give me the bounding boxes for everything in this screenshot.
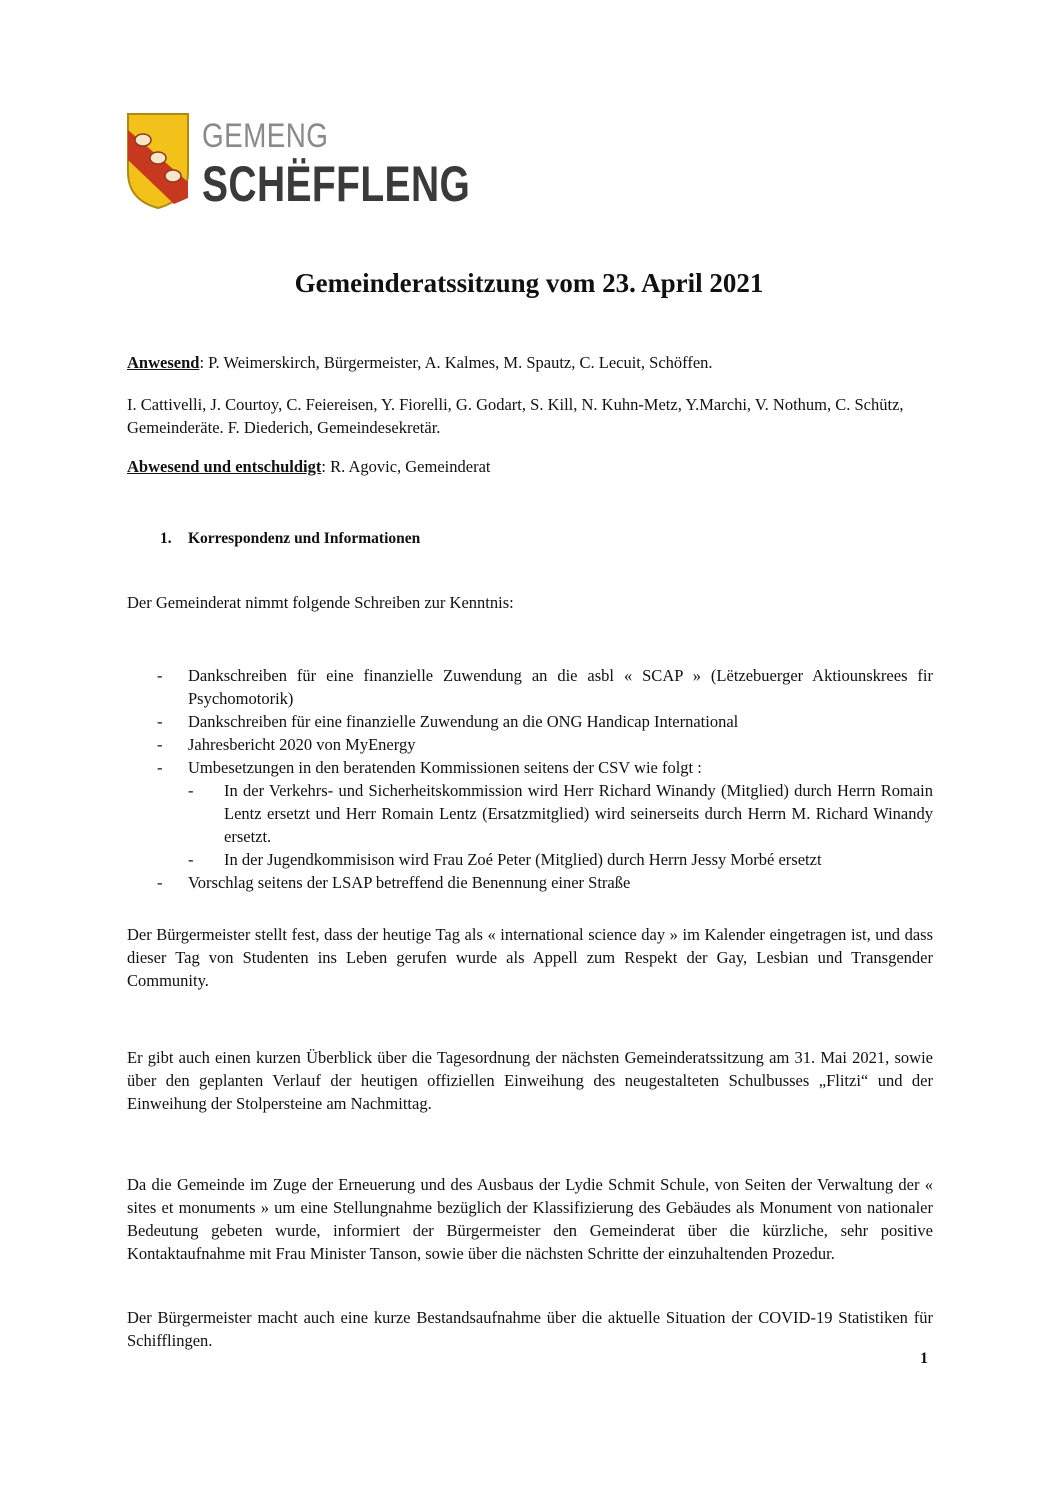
present-text: : P. Weimerskirch, Bürgermeister, A. Kalmes, M. Spautz, C. Lecuit, Schöffen. [199,353,713,372]
list-item: - Jahresbericht 2020 von MyEnergy [157,735,416,754]
logo-text-gemeng: GEMENG [202,117,329,155]
list-item: - Vorschlag seitens der LSAP betreffend die Benennung einer Straße [157,873,631,892]
list-item: - Dankschreiben für eine finanzielle Zuwendung an die asbl « SCAP » (Lëtzebuerger Aktiounskrees fir Psychomotorik) [157,666,933,708]
paragraph-science-day: Der Bürgermeister stellt fest, dass der heutige Tag als « international science day » im Kalender eingetragen ist, und dass dieser Tag von Studenten ins Leben gerufen wurde als Appell zum Respekt der Gay, Lesbian und Transgender Community. [127,925,933,990]
paragraph-covid: Der Bürgermeister macht auch eine kurze Bestandsaufnahme über die aktuelle Situation der COVID-19 Statistiken für Schifflingen. [127,1308,933,1350]
sublist [188,779,933,871]
paragraph-school-classification: Da die Gemeinde im Zuge der Erneuerung und des Ausbaus der Lydie Schmit Schule, von Seiten der Verwaltung der « sites et monuments » um eine Stellungnahme bezüglich der Klassifizierung des Gebäudes als Monument von nationaler Bedeutung gebeten wurde, informiert der Bürgermeister den Gemeinderat über die kürzliche, sehr positive Kontaktaufnahme mit Frau Minister Tanson, sowie über die nächsten Schritte der einzuhaltenden Prozedur. [127,1175,933,1263]
present-line [127,351,933,374]
page-title: Gemeinderatssitzung vom 23. April 2021 [294,268,764,298]
list-item: - Dankschreiben für eine finanzielle Zuwendung an die ONG Handicap International [157,712,739,731]
absent-text: : R. Agovic, Gemeinderat [321,457,491,476]
coat-of-arms-icon [126,112,190,210]
page-number: 1 [920,1350,928,1367]
logo-text-schefleng: SCHËFFLENG [202,156,471,212]
section-number: 1. [160,530,172,547]
present-label: Anwesend [127,353,200,372]
list-item: - Umbesetzungen in den beratenden Kommissionen seitens der CSV wie folgt : - In der Verkehrs- und Sicherheitskommission wird Herr Richard Winandy (Mitglied) durch Herrn Romain Lentz ersetzt und Herr Romain Lentz (Ersatzmitglied) wird seinerseits durch Herrn M. Richard Winandy ersetzt. - In der Jugendkommisison wird Frau Zoé Peter (Mitglied) durch Herrn Jessy Morbé ersetzt [157,758,933,869]
paragraph-agenda: Er gibt auch einen kurzen Überblick über die Tagesordnung der nächsten Gemeinderatssitzung am 31. Mai 2021, sowie über den geplanten Verlauf der heutigen offiziellen Einweihung des neugestalteten Schulbusses „Flitzi“ und der Einweihung der Stolpersteine am Nachmittag. [127,1048,933,1113]
section-heading [160,530,420,548]
absent-line [127,455,933,478]
intro-text: Der Gemeinderat nimmt folgende Schreiben zur Kenntnis: [127,593,514,612]
council-members: I. Cattivelli, J. Courtoy, C. Feiereisen, Y. Fiorelli, G. Godart, S. Kill, N. Kuhn-Metz, Y.Marchi, V. Nothum, C. Schütz, Gemeinderäte. F. Diederich, Gemeindesekretär. [127,395,904,437]
absent-label: Abwesend und entschuldigt [127,457,322,476]
sublist-item: - In der Verkehrs- und Sicherheitskommission wird Herr Richard Winandy (Mitglied) durch Herrn Romain Lentz ersetzt und Herr Romain Lentz (Ersatzmitglied) wird seinerseits durch Herrn M. Richard Winandy ersetzt. [188,781,933,846]
sublist-item: - In der Jugendkommisison wird Frau Zoé Peter (Mitglied) durch Herrn Jessy Morbé ersetzt [188,850,822,869]
municipality-logo [126,112,471,212]
correspondence-list [127,664,933,894]
section-title: Korrespondenz und Informationen [188,530,421,547]
